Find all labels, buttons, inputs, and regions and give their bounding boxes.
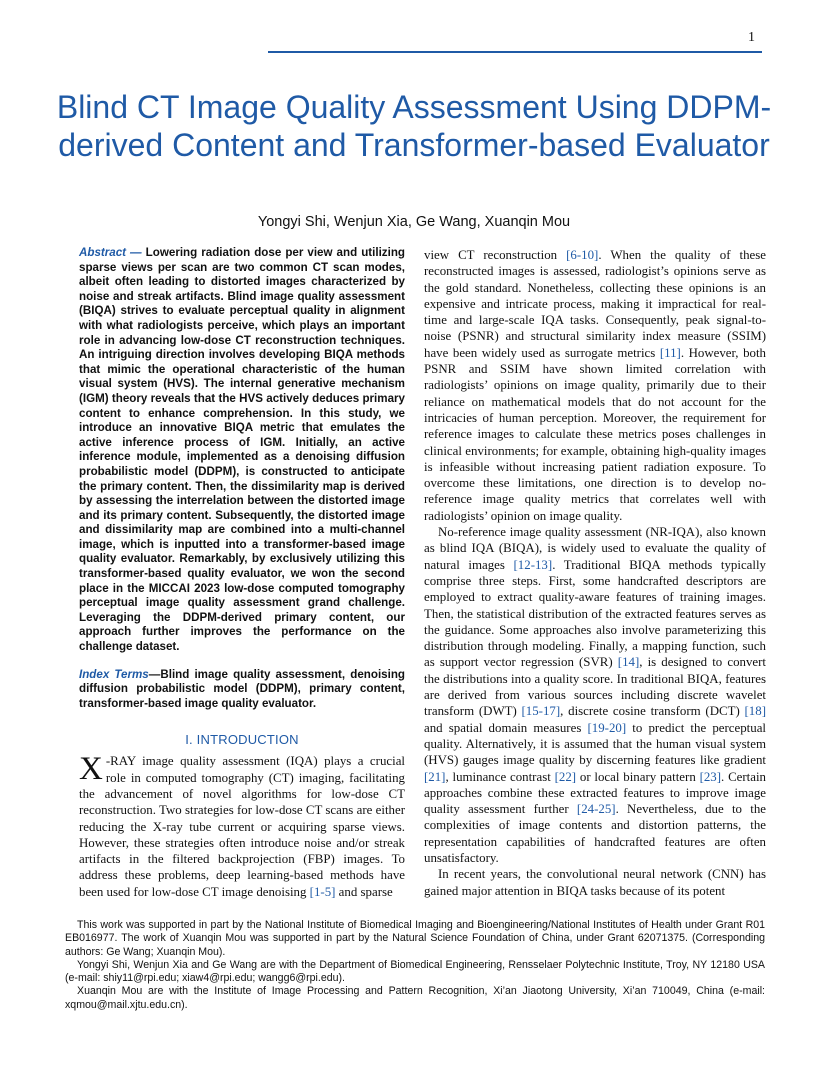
citation-link[interactable]: [15-17] — [521, 704, 561, 719]
header-rule — [268, 51, 762, 53]
drop-cap: X — [79, 751, 103, 788]
citation-link[interactable]: [19-20] — [587, 720, 627, 735]
abstract-text: Lowering radiation dose per view and utilizing sparse views per scan are two common CT scan modes, albeit often leading to distorted images characterized by noise and streak artifacts. Blind image quality assessment (BIQA) strives to evaluate perceptual quality in alignment with what radiologists perceive, which plays an important role in advancing low-dose CT reconstruction techniques. An intriguing direction involves developing BIQA methods that mimic the operational characteristic of the human visual system (HVS). The internal generative mechanism (IGM) theory reveals that the HVS actively deduces primary content to enhance comprehension. In this study, we introduce an innovative BIQA metric that emulates the active inference process of IGM. Initially, an active inference module, implemented as a denoising diffusion probabilistic model (DDPM), is constructed to anticipate the primary content. Then, the dissimilarity map is derived by assessing the interrelation between the distorted image and its primary content. Subsequently, the distorted image and dissimilarity map are combined into a multi-channel image, which is inputted into a transformer-based image quality evaluator. Remarkably, by exclusively utilizing this transformer-based quality evaluator, we won the second place in the MICCAI 2023 low-dose computed tomography perceptual image quality assessment grand challenge. Leveraging the DDPM-derived primary content, our approach further improves the performance on the challenge dataset. — [79, 246, 405, 654]
text-run: , is designed to convert the distributions into a quality score. In traditional BIQA, features are derived from various sources including discrete wavelet transform (DWT) — [424, 655, 766, 719]
intro-paragraph-1 — [79, 753, 405, 900]
index-terms — [79, 668, 405, 712]
intro-paragraph-2 — [424, 524, 766, 866]
citation-link[interactable]: [1-5] — [309, 884, 336, 899]
citation-link[interactable]: [21] — [424, 769, 446, 784]
text-run: and spatial domain measures — [424, 720, 588, 735]
text-run: In recent years, the convolutional neural network (CNN) has gained major attention in BIQA tasks because of its potent — [424, 867, 766, 898]
citation-link[interactable]: [14] — [617, 655, 640, 670]
text-run: . Certain approaches combine these extracted features to improve image quality assessment further — [424, 769, 767, 817]
text-run: , luminance contrast — [445, 769, 555, 784]
text-run: -RAY image quality assessment (IQA) plays a crucial role in computed tomography (CT) imaging, facilitating the advancement of novel algorithms for low-dose CT reconstruction. Two strategies for low-dose CT scans are either reducing the X-ray tube current or acquiring sparse views. However, these strategies often introduce noise and/or streak artifacts in the filtered backprojection (FBP) images. To address these problems, deep learning-based methods have been used for low-dose CT image denoising — [79, 754, 405, 899]
intro-paragraph-3 — [424, 866, 766, 899]
citation-link[interactable]: [18] — [744, 704, 766, 719]
index-terms-text: —Blind image quality assessment, denoising diffusion probabilistic model (DDPM), primary content, transformer-based image quality evaluator. — [79, 667, 405, 710]
citation-link[interactable]: [24-25] — [576, 802, 616, 817]
index-terms-label: Index Terms — [79, 667, 149, 681]
paper-title: Blind CT Image Quality Assessment Using DDPM-derived Content and Transformer-based Evaluator — [56, 89, 772, 163]
text-run: No-reference image quality assessment (NR-IQA), also known as blind IQA (BIQA), is widely used to evaluate the quality of natural images — [424, 525, 766, 572]
author-list: Yongyi Shi, Wenjun Xia, Ge Wang, Xuanqin Mou — [257, 214, 571, 230]
footnote-affiliation-xjtu: Xuanqin Mou are with the Institute of Image Processing and Pattern Recognition, Xi’an Jiaotong University, Xi’an 710049, China (e-mail: xqmou@mail.xjtu.edu.cn). — [65, 985, 765, 1011]
abstract-label: Abstract — — [79, 246, 142, 259]
page-number: 1 — [748, 30, 755, 45]
text-run: and sparse — [335, 884, 393, 899]
text-run: . Traditional BIQA methods typically comprise three steps. First, some handcrafted descriptors are employed to extract quality-aware features of training images. Then, the statistical distribution of the extracted features serves as the guidance. Some approaches also involve parameterizing this distribution through modeling. Finally, a mapping function, such as support vector regression (SVR) — [424, 557, 766, 670]
footnotes — [65, 919, 765, 1012]
left-column — [79, 246, 405, 900]
citation-link[interactable]: [11] — [659, 345, 681, 360]
text-run: . Nevertheless, due to the complexities of image contents and distortion patterns, the representation capabilities of handcrafted features are often unsatisfactory. — [424, 802, 766, 865]
text-run: or local binary pattern — [576, 769, 700, 784]
text-run: , discrete cosine transform (DCT) — [560, 704, 745, 719]
citation-link[interactable]: [12-13] — [513, 557, 553, 572]
text-run: . When the quality of these reconstructed images is assessed, radiologist’s opinions serve as the gold standard. Nonetheless, collecting these opinions is an expensive and intricate process, making it impractical for real-time and large-scale IQA tasks. Consequently, peak signal-to-noise (PSNR) and structural similarity index measure (SSIM) have been widely used as surrogate metrics — [424, 248, 767, 360]
section-heading-introduction: I. INTRODUCTION — [185, 732, 299, 748]
citation-link[interactable]: [6-10] — [566, 248, 599, 262]
citation-link[interactable]: [22] — [554, 769, 577, 784]
right-column — [424, 247, 766, 899]
citation-link[interactable]: [23] — [699, 769, 722, 784]
text-run: to predict the perceptual quality. Alternatively, it is assumed that the human visual system (HVS) gauges image quality by discerning features like gradient — [424, 720, 766, 768]
text-run: view CT reconstruction — [424, 248, 567, 262]
abstract — [79, 246, 405, 655]
footnote-funding: This work was supported in part by the National Institute of Biomedical Imaging and Bioengineering/National Institutes of Health under Grant R01 EB016977. The work of Xuanqin Mou was supported in part by the Natural Science Foundation of China, under Grant 62071375. (Corresponding authors: Ge Wang; Xuanqin Mou). — [65, 919, 765, 958]
footnote-affiliation-rpi: Yongyi Shi, Wenjun Xia and Ge Wang are with the Department of Biomedical Engineering, Rensselaer Polytechnic Institute, Troy, NY 12180 USA (e-mail: shiy11@rpi.edu; xiaw4@rpi.edu; wangg6@rpi.edu). — [65, 958, 765, 985]
intro-paragraph-1-continued — [424, 247, 766, 524]
text-run: . However, both PSNR and SSIM have shown limited correlation with radiologists’ opinions on image quality, primarily due to their reliance on mathematical models that do not account for the intricacies of human perception. Moreover, the requirement for reference images to calculate these metrics poses challenges in clinical environments; for example, obtaining high-quality images is infeasible without increasing patient radiation exposure. To overcome these limitations, one direction is to develop no-reference image quality metrics that correlates well with radiologists’ opinion on image quality. — [424, 345, 766, 523]
